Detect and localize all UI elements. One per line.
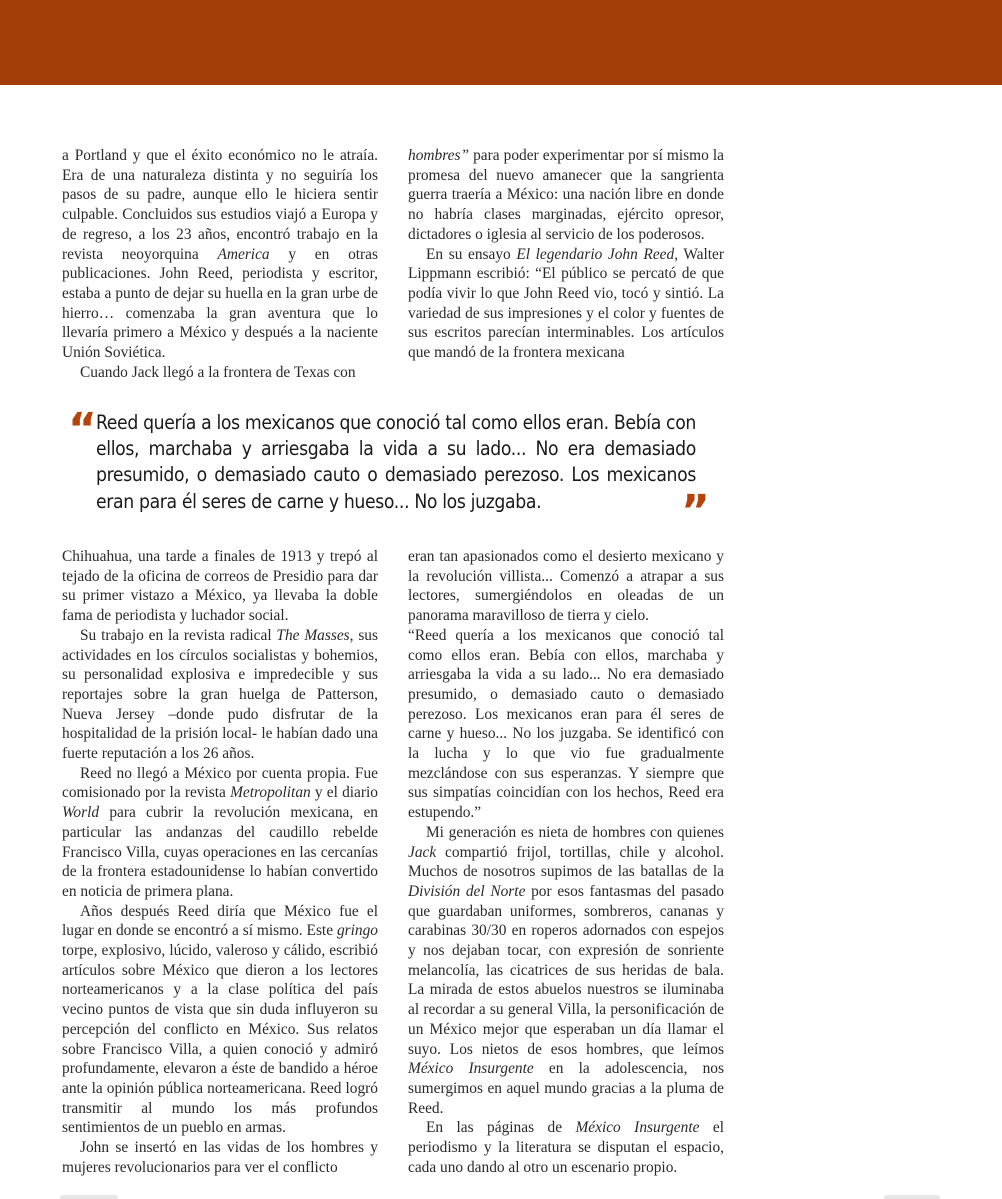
close-quote-mark: ”: [681, 486, 710, 537]
pull-quote-text: Reed quería a los mexicanos que conoció tal como ellos eran. Bebía con ellos, marchaba y arriesgaba la vida a su lado... No era demasiado presumido, o demasiado cauto o demasiado perezoso. Los mexicanos eran para él seres de carne y hueso... No los juzgaba.: [96, 411, 696, 513]
pull-quote: [68, 404, 710, 537]
page-edge-left: [60, 1195, 118, 1199]
paragraph: Reed no llegó a México por cuenta propia. Fue comisionado por la revista Metropolitan y el diario World para cubrir la revolución mexicana, en particular las andanzas del caudillo rebelde Francisco Villa, cuyas operaciones en las cercanías de la frontera estadounidense lo habían convertido en noticia de primera plana.: [62, 764, 378, 900]
paragraph: John se insertó en las vidas de los hombres y mujeres revolucionarios para ver el conflicto: [62, 1139, 378, 1176]
paragraph: hombres” para poder experimentar por sí mismo la promesa del nuevo amanecer que la sangrienta guerra traería a México: una nación libre en donde no habría clases marginadas, ejército opresor, dictadores o iglesia al servicio de los poderosos.: [408, 147, 724, 243]
paragraph: En su ensayo El legendario John Reed, Walter Lippmann escribió: “El público se percató de que podía vivir lo que John Reed vio, tocó y sintió. La variedad de sus impresiones y el color y fuentes de sus escritos parecían interminables. Los artículos que mandó de la frontera mexicana: [408, 245, 725, 362]
column-left-bottom: [62, 547, 378, 1178]
paragraph: a Portland y que el éxito económico no le atraía. Era de una naturaleza distinta y no seguiría los pasos de su padre, aunque ello le hiciera sentir culpable. Concluidos sus estudios viajó a Europa y de regreso, a los 23 años, encontró trabajo en la revista neoyorquina America y en otras publicaciones. John Reed, periodista y escritor, estaba a punto de dejar su huella en la gran urbe de hierro… comenzaba la gran aventura que lo llevaría primero a México y después a la naciente Unión Soviética.: [62, 147, 379, 362]
paragraph: Mi generación es nieta de hombres con quienes Jack compartió frijol, tortillas, chile y alcohol. Muchos de nosotros supimos de las batallas de la División del Norte por esos fantasmas del pasado que guardaban uniformes, sombreros, cananas y carabinas 30/30 en roperos adornados con espejos y nos dejaban tocar, con expresión de sonriente melancolía, las cicatrices de sus heridas de bala. La mirada de estos abuelos nuestros se iluminaba al recordar a su general Villa, la personificación de un México mejor que esperaban un día llamar el suyo. Los nietos de esos hombres, que leímos México Insurgente en la adolescencia, nos sumergimos en aquel mundo gracias a la pluma de Reed.: [408, 823, 724, 1117]
paragraph: “Reed quería a los mexicanos que conoció tal como ellos eran. Bebía con ellos, marchaba y arriesgaba la vida a su lado... No era demasiado presumido, o demasiado cauto o demasiado perezoso. Los mexicanos eran para él seres de carne y hueso... No los juzgaba. Se identificó con la lucha y lo que vio fue gradualmente mezclándose con sus esperanzas. Y siempre que sus simpatías coincidían con los hechos, Reed era estupendo.”: [408, 626, 724, 822]
paragraph: eran tan apasionados como el desierto mexicano y la revolución villista... Comenzó a atrapar a sus lectores, sumergiéndolos en oleadas de un panorama maravilloso de tierra y cielo.: [408, 548, 724, 625]
paragraph: Años después Reed diría que México fue el lugar en donde se encontró a sí mismo. Este gringo torpe, explosivo, lúcido, valeroso y cálido, escribió artículos sobre México que dieron a los lectores norteamericanos y a la clase política del país vecino puntos de vista que sin duda influyeron su percepción del conflicto en México. Sus relatos sobre Francisco Villa, a quien conoció y admiró profundamente, elevaron a éste de bandido a héroe ante la opinión pública norteamericana. Reed logró transmitir al mundo los más profundos sentimientos de un pueblo en armas.: [62, 902, 378, 1137]
column-right-bottom: [408, 547, 724, 1178]
page-edge-right: [884, 1195, 940, 1199]
header-band: [0, 0, 1002, 85]
open-quote-mark: “: [68, 404, 97, 455]
paragraph: En las páginas de México Insurgente el periodismo y la literatura se disputan el espacio, cada uno dando al otro un escenario propio.: [408, 1119, 724, 1176]
column-right-top: [408, 146, 724, 363]
paragraph: Cuando Jack llegó a la frontera de Texas con: [80, 363, 356, 381]
paragraph: Su trabajo en la revista radical The Masses, sus actividades en los círculos socialistas y bohemios, su personalidad explosiva e impredecible y sus reportajes sobre la gran huelga de Patterson, Nueva Jersey –donde pudo disfrutar de la hospitalidad de la prisión local- le habían dado una fuerte reputación a los 26 años.: [62, 626, 378, 763]
column-left-top: [62, 146, 378, 382]
paragraph: Chihuahua, una tarde a finales de 1913 y trepó al tejado de la oficina de correos de Presidio para dar su primer vistazo a México, ya llevaba la doble fama de periodista y luchador social.: [62, 548, 378, 625]
